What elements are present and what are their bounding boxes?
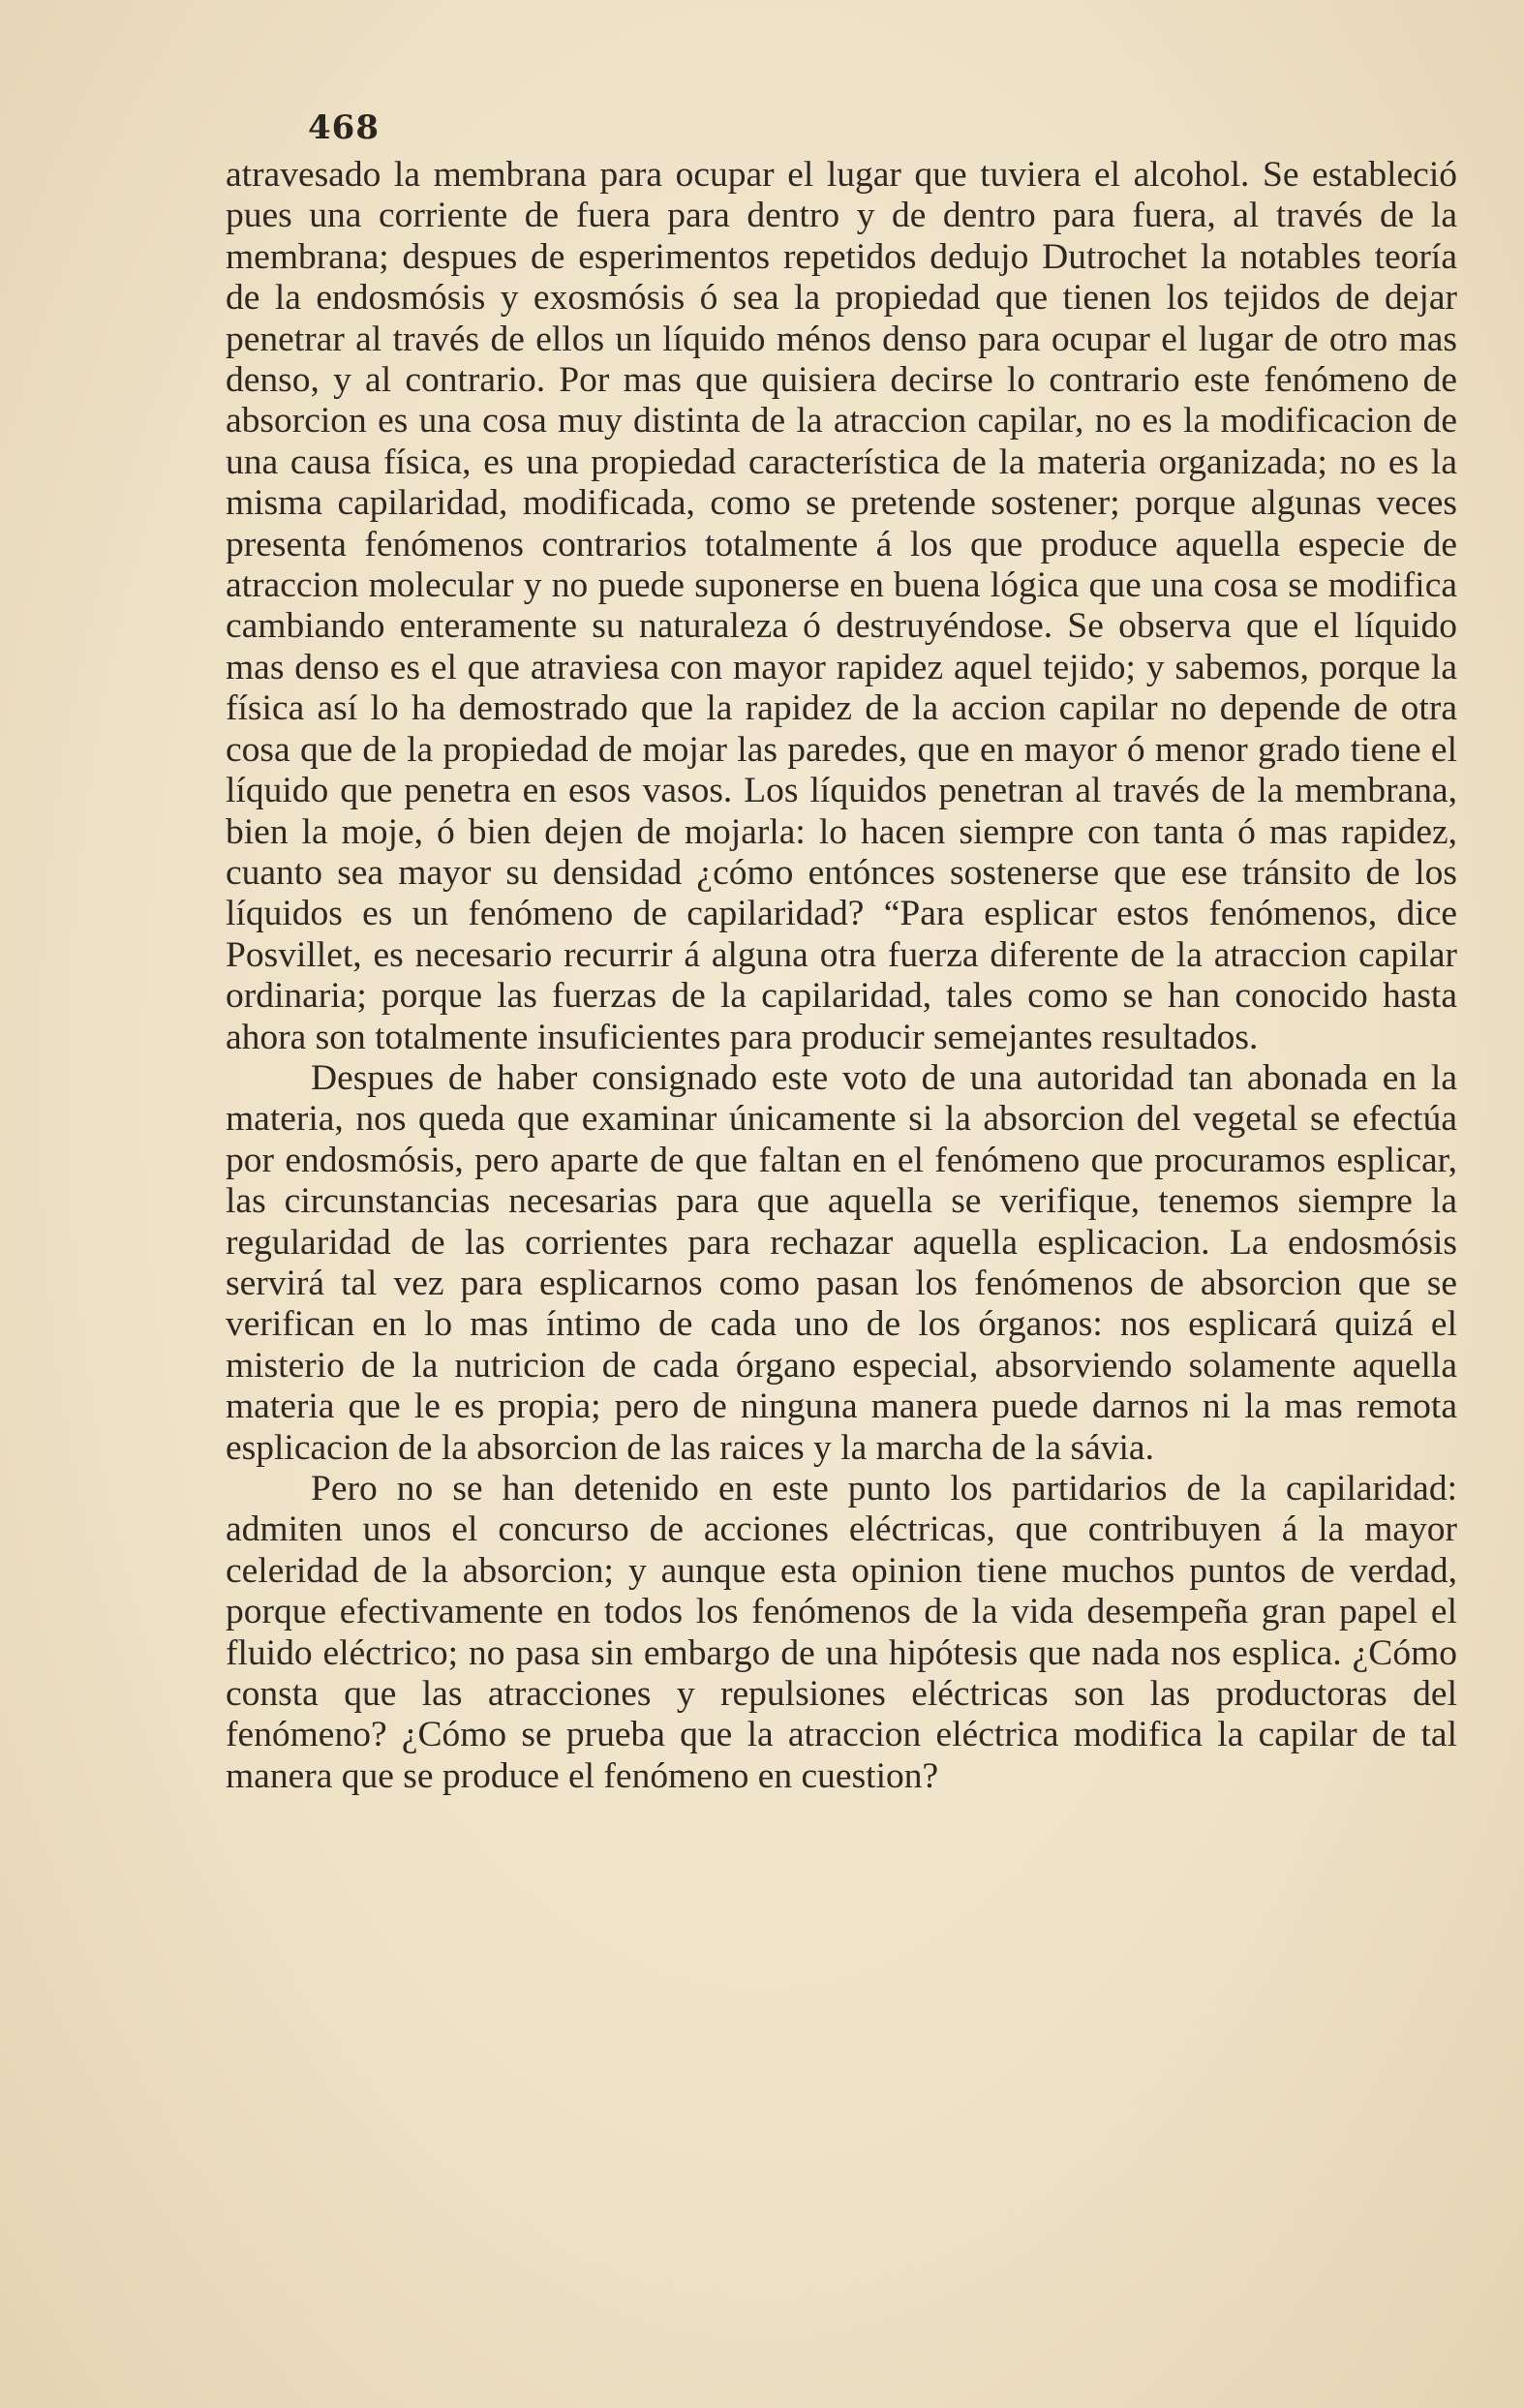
- body-text: [226, 155, 1457, 1797]
- page-number: 468: [308, 108, 380, 147]
- paragraph-3: Pero no se han detenido en este punto los partidarios de la capilaridad: admiten unos el concurso de acciones eléctricas, que contribuyen á la mayor celeridad de la absorcion; y aunque esta opinion tiene muchos puntos de verdad, porque efectivamente en todos los fenómenos de la vida desempeña gran papel el fluido eléctrico; no pasa sin embargo de una hipótesis que nada nos esplica. ¿Cómo consta que las atracciones y repulsiones eléctricas son las productoras del fenómeno? ¿Cómo se prueba que la atraccion eléctrica modifica la capilar de tal manera que se produce el fenómeno en cuestion?: [226, 1469, 1457, 1796]
- paragraph-2: Despues de haber consignado este voto de una autoridad tan abonada en la materia, nos queda que examinar únicamente si la absorcion del vegetal se efectúa por endosmósis, pero aparte de que faltan en el fenómeno que procuramos esplicar, las circunstancias necesarias para que aquella se verifique, tenemos siempre la regularidad de las corrientes para rechazar aquella esplicacion. La endosmósis servirá tal vez para esplicarnos como pasan los fenómenos de absorcion que se verifican en lo mas íntimo de cada uno de los órganos: nos esplicará quizá el misterio de la nutricion de cada órgano especial, absorviendo solamente aquella materia que le es propia; pero de ninguna manera puede darnos ni la mas remota esplicacion de la absorcion de las raices y la marcha de la sávia.: [226, 1057, 1457, 1468]
- paragraph-1: atravesado la membrana para ocupar el lugar que tuviera el alcohol. Se estableció pues una corriente de fuera para dentro y de dentro para fuera, al través de la membrana; despues de esperimentos repetidos dedujo Dutrochet la notables teoría de la endosmósis y exosmósis ó sea la propiedad que tienen los tejidos de dejar penetrar al través de ellos un líquido ménos denso para ocupar el lugar de otro mas denso, y al contrario. Por mas que quisiera decirse lo contrario este fenómeno de absorcion es una cosa muy distinta de la atraccion capilar, no es la modificacion de una causa física, es una propiedad característica de la materia organizada; no es la misma capilaridad, modificada, como se pretende sostener; porque algunas veces presenta fenómenos contrarios totalmente á los que produce aquella especie de atraccion molecular y no puede suponerse en buena lógica que una cosa se modifica cambiando enteramente su naturaleza ó destruyéndose. Se observa que el líquido mas denso es el que atraviesa con mayor rapidez aquel tejido; y sabemos, porque la física así lo ha demostrado que la rapidez de la accion capilar no depende de otra cosa que de la propiedad de mojar las paredes, que en mayor ó menor grado tiene el líquido que penetra en esos vasos. Los líquidos penetran al través de la membrana, bien la moje, ó bien dejen de mojarla: lo hacen siempre con tanta ó mas rapidez, cuanto sea mayor su densidad ¿cómo entónces sostenerse que ese tránsito de los líquidos es un fenómeno de capilaridad? “Para esplicar estos fenómenos, dice Posvillet, es necesario recurrir á alguna otra fuerza diferente de la atraccion capilar ordinaria; porque las fuerzas de la capilaridad, tales como se han conocido hasta ahora son totalmente insuficientes para producir semejantes resultados.: [226, 155, 1457, 1057]
